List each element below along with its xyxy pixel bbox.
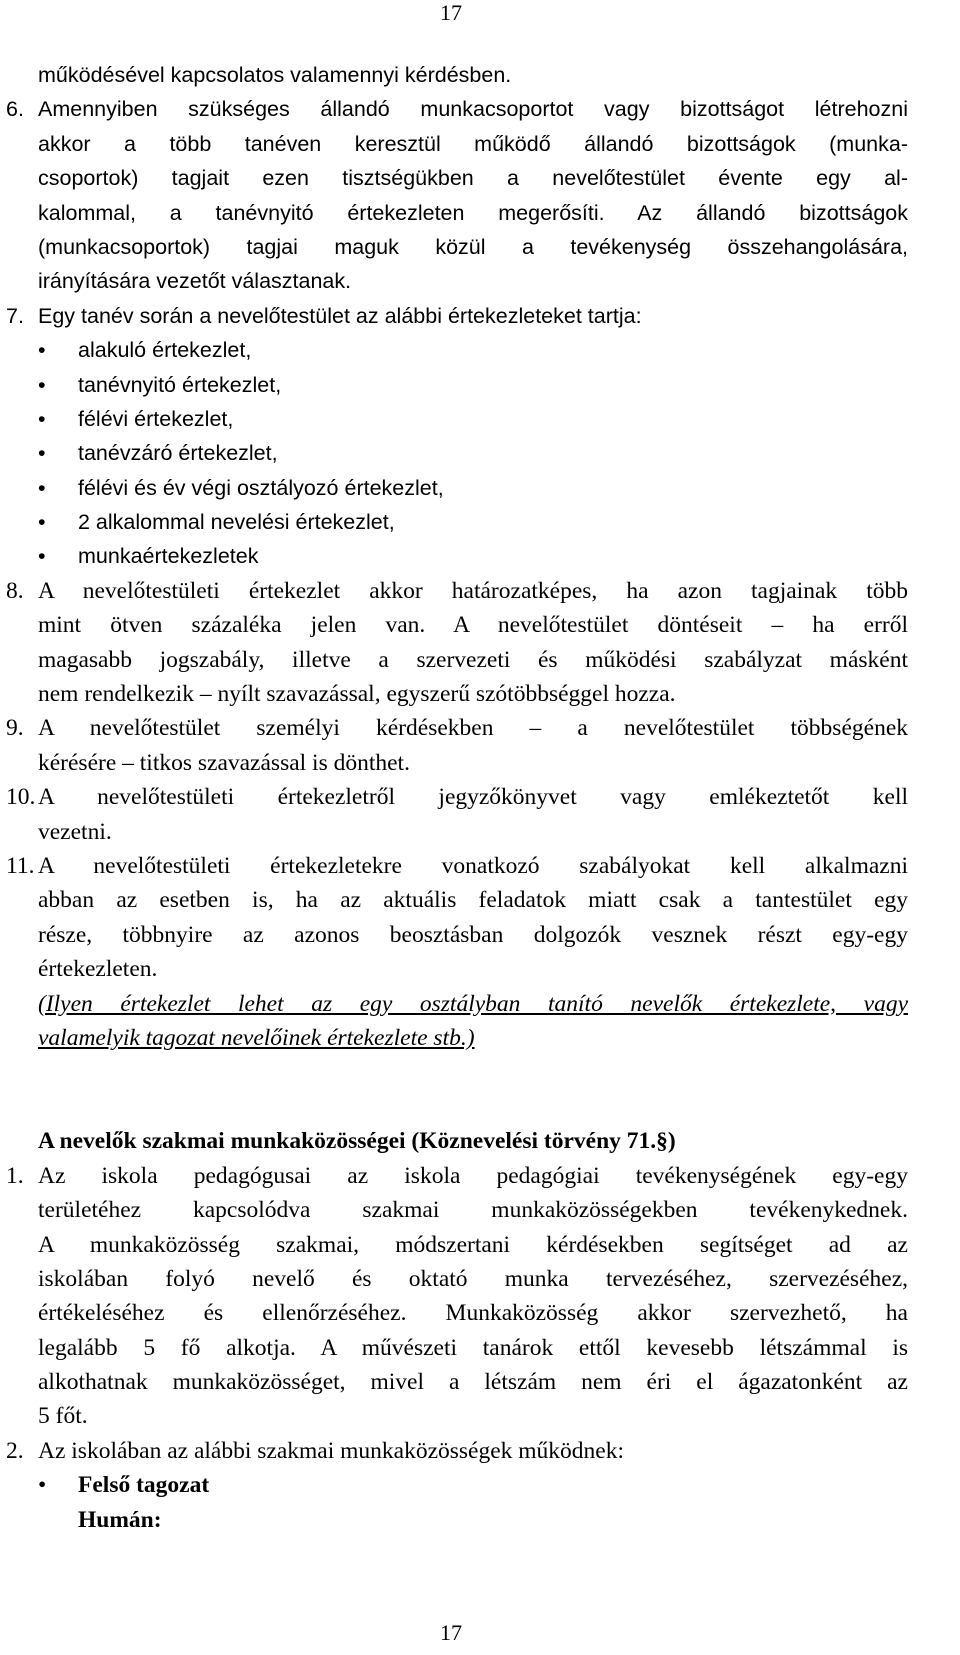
item-number: 8. xyxy=(6,577,24,604)
text-line: csoportok) tagjait ezen tisztségükben a nevelőtestület évente egy al- xyxy=(38,166,908,191)
bullet-item: • tanévzáró értekezlet, xyxy=(0,436,960,470)
text-line: értekezleten. xyxy=(38,956,158,983)
text-line: 5 főt. xyxy=(38,1403,88,1430)
text-line: kalommal, a tanévnyitó értekezleten megerősíti. Az állandó bizottságok xyxy=(38,200,908,225)
item-number: 1. xyxy=(6,1162,24,1189)
bullet-icon: • xyxy=(38,338,46,363)
text-line: (munkacsoportok) tagjai maguk közül a tevékenység összehangolására, xyxy=(38,234,908,259)
text-line: része, többnyire az azonos beosztásban dolgozók vesznek részt egy-egy xyxy=(38,921,908,948)
text-line: alkothatnak munkaközösséget, mivel a létszám nem éri el ágazatonként az xyxy=(38,1369,908,1396)
continuation-line: működésével kapcsolatos valamennyi kérdésben. xyxy=(38,63,512,87)
note-line: valamelyik tagozat nevelőinek értekezlete stb.) xyxy=(38,1024,475,1051)
section-heading: A nevelők szakmai munkaközösségei (Köznevelési törvény 71.§) xyxy=(38,1128,676,1155)
sub-heading: Humán: xyxy=(78,1506,162,1533)
text-line: magasabb jogszabály, illetve a szervezeti és működési szabályzat másként xyxy=(38,646,908,673)
list-item-9: 9. A nevelőtestület személyi kérdésekben – a nevelőtestület többségének xyxy=(0,711,960,745)
bullet-icon: • xyxy=(38,510,46,535)
item-number: 6. xyxy=(6,97,24,122)
bullet-item: • alakuló értekezlet, xyxy=(0,333,960,367)
page-number-bottom: 17 xyxy=(440,1620,462,1645)
text-line: kérésére – titkos szavazással is dönthet. xyxy=(38,749,410,776)
text-line: iskolában folyó nevelő és oktató munka tervezéséhez, szervezéséhez, xyxy=(38,1265,908,1292)
bullet-item: • félévi és év végi osztályozó értekezlet, xyxy=(0,471,960,505)
bullet-item: • tanévnyitó értekezlet, xyxy=(0,368,960,402)
bullet-icon: • xyxy=(38,544,46,569)
text-line: nem rendelkezik – nyílt szavazással, egyszerű szótöbbséggel hozza. xyxy=(38,681,676,708)
bullet-item: • Felső tagozat xyxy=(0,1468,960,1502)
page-number-top: 17 xyxy=(440,0,462,25)
text-line: értékeléséhez és ellenőrzéséhez. Munkaközösség akkor szervezhető, ha xyxy=(38,1300,908,1327)
note-line: (Ilyen értekezlet lehet az egy osztályban tanító nevelők értekezlete, vagy xyxy=(38,990,908,1017)
bullet-item: • félévi értekezlet, xyxy=(0,402,960,436)
bullet-icon: • xyxy=(38,372,46,397)
item-number: 11. xyxy=(6,852,35,879)
text-line: abban az esetben is, ha az aktuális feladatok miatt csak a tantestület egy xyxy=(38,887,908,914)
text-line: mint ötven százaléka jelen van. A nevelőtestület döntéseit – ha erről xyxy=(38,612,908,639)
page-body xyxy=(0,58,960,1537)
bullet-icon: • xyxy=(38,475,46,500)
bullet-icon: • xyxy=(38,441,46,466)
item-number: 10. xyxy=(6,784,36,811)
text-line: irányítására vezetőt választanak. xyxy=(38,269,352,294)
text-line: legalább 5 fő alkotja. A művészeti tanárok ettől kevesebb létszámmal is xyxy=(38,1334,908,1361)
bullet-icon: • xyxy=(38,406,46,431)
item-number: 7. xyxy=(6,303,24,328)
list-item-8: 8. A nevelőtestületi értekezlet akkor határozatképes, ha azon tagjainak több xyxy=(0,574,960,608)
list-item-7: 7. Egy tanév során a nevelőtestület az alábbi értekezleteket tartja: xyxy=(0,299,960,333)
list-item-10: 10. A nevelőtestületi értekezletről jegyzőkönyvet vagy emlékeztetőt kell xyxy=(0,780,960,814)
text-line: vezetni. xyxy=(38,818,112,845)
list-item-1: 1. Az iskola pedagógusai az iskola pedagógiai tevékenységének egy-egy xyxy=(0,1159,960,1193)
bullet-icon: • xyxy=(38,1472,47,1499)
list-item-11: 11. A nevelőtestületi értekezletekre vonatkozó szabályokat kell alkalmazni xyxy=(0,849,960,883)
item-number: 9. xyxy=(6,715,24,742)
item-number: 2. xyxy=(6,1437,24,1464)
section-gap xyxy=(0,1055,960,1124)
list-item-6: 6. Amennyiben szükséges állandó munkacsoportot vagy bizottságot létrehozni xyxy=(0,92,960,126)
bullet-item: • 2 alkalommal nevelési értekezlet, xyxy=(0,505,960,539)
list-item-2: 2. Az iskolában az alábbi szakmai munkaközösségek működnek: xyxy=(0,1434,960,1468)
text-line: A munkaközösség szakmai, módszertani kérdésekben segítséget ad az xyxy=(38,1231,908,1258)
text-line: területéhez kapcsolódva szakmai munkaközösségekben tevékenykednek. xyxy=(38,1197,908,1224)
bullet-item: • munkaértekezletek xyxy=(0,539,960,573)
text-line: akkor a több tanéven keresztül működő állandó bizottságok (munka- xyxy=(38,131,908,156)
